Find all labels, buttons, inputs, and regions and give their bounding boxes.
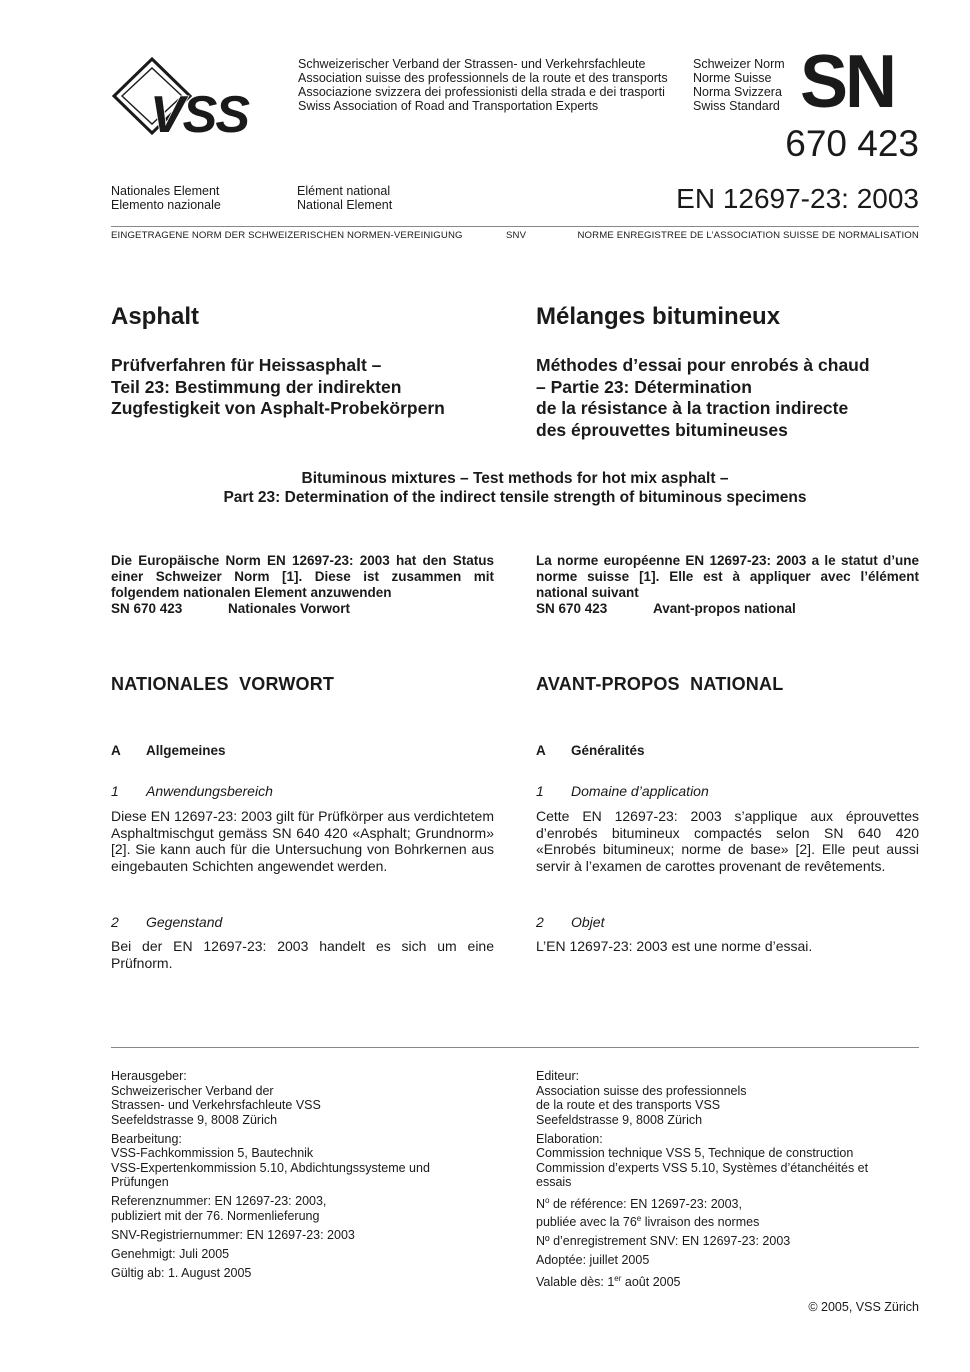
approved-date: Genehmigt: Juli 2005 [111, 1246, 230, 1261]
footer-line: Association suisse des professionnels [536, 1083, 747, 1098]
std-line: Norme Suisse [693, 71, 772, 85]
status-ref [111, 601, 494, 617]
status-ref-label: Avant-propos national [653, 601, 796, 616]
publisher-block [536, 1069, 919, 1127]
sn-mark: SN [800, 40, 895, 124]
subtitle-line: Méthodes d’essai pour enrobés à chaud [536, 355, 870, 375]
snv-number: SNV-Registriernummer: EN 12697-23: 2003 [111, 1227, 355, 1242]
subsection-number: 2 [111, 914, 119, 930]
footer-line: Elaboration: [536, 1131, 603, 1146]
footer-line: Referenznummer: EN 12697-23: 2003, [111, 1194, 327, 1208]
standard-type [693, 57, 785, 113]
std-line: Swiss Standard [693, 99, 780, 113]
footer-line: Commission d’experts VSS 5.10, Systèmes d’étanchéités et [536, 1160, 869, 1175]
footer-line: Editeur: [536, 1069, 580, 1083]
status-de [111, 553, 494, 617]
vss-logo [110, 56, 290, 140]
element-label: Nationales Element [111, 184, 220, 198]
status-text: La norme européenne EN 12697-23: 2003 a le statut d’une norme suisse [1]. Elle est à appliquer avec l’élément national suivant [536, 553, 919, 600]
snv-number: Nº d’enregistrement SNV: EN 12697-23: 2003 [536, 1233, 791, 1248]
footer-superscript: o [545, 1196, 550, 1205]
subsection-label: Domaine d’application [571, 783, 709, 799]
subtitle-line: des éprouvettes bitumineuses [536, 419, 788, 440]
section-1-fr [536, 783, 709, 799]
title-en-line: Part 23: Determination of the indirect tensile strength of bituminous specimens [223, 488, 807, 506]
footer-superscript: e [636, 1213, 642, 1223]
reference-block [111, 1194, 511, 1223]
footer-line: essais [536, 1175, 572, 1189]
footer-line: Strassen- und Verkehrsfachleute VSS [111, 1098, 321, 1112]
org-line: Swiss Association of Road and Transportation Experts [298, 99, 599, 113]
footer-text: Valable dès: 1 [536, 1274, 615, 1289]
footer-divider [111, 1047, 919, 1048]
footer-line: VSS-Expertenkommission 5.10, Abdichtungssysteme und [111, 1160, 430, 1175]
vss-logo-text: VSS [150, 86, 249, 140]
footer-line: Bearbeitung: [111, 1131, 182, 1146]
footer-text: de référence: EN 12697-23: 2003, [549, 1197, 742, 1212]
subsection-number: 2 [536, 914, 544, 930]
registry-right: NORME ENREGISTREE DE L’ASSOCIATION SUISSE DE NORMALISATION [577, 230, 919, 241]
section-number: A [111, 743, 121, 758]
subsection-number: 1 [111, 783, 119, 799]
subsection-number: 1 [536, 783, 544, 799]
footer-line: Commission technique VSS 5, Technique de construction [536, 1146, 854, 1160]
foreword-heading-fr: AVANT-PROPOS NATIONAL [536, 674, 784, 694]
footer-line: de la route et des transports VSS [536, 1098, 721, 1112]
header-divider [111, 226, 919, 227]
section-1-text-de: Diese EN 12697-23: 2003 gilt für Prüfkörper aus verdichtetem Asphaltmischgut gemäss SN 640 420 «Asphalt; Grundnorm» [2]. Sie kann auch für die Untersuchung von Bohrkernen aus eingebauten Schichten angewendet werden. [111, 808, 494, 874]
valid-date: Gültig ab: 1. August 2005 [111, 1265, 252, 1280]
copyright: © 2005, VSS Zürich [808, 1300, 919, 1314]
organization-names [298, 57, 668, 113]
footer-line: Seefeldstrasse 9, 8008 Zürich [536, 1112, 703, 1127]
element-left [111, 184, 221, 212]
subsection-label: Objet [571, 914, 605, 930]
org-line: Schweizerischer Verband der Strassen- und Verkehrsfachleute [298, 57, 646, 71]
footer-text: N [536, 1197, 546, 1212]
std-line: Schweizer Norm [693, 57, 785, 71]
footer-line: publiziert mit der 76. Normenlieferung [111, 1208, 320, 1223]
section-1-de [111, 783, 273, 799]
element-label: National Element [297, 198, 393, 212]
org-line: Association suisse des professionnels de la route et des transports [298, 71, 668, 85]
footer-superscript: er [614, 1273, 622, 1283]
subsection-label: Gegenstand [146, 914, 223, 930]
title-en [111, 470, 919, 507]
section-label: Allgemeines [146, 743, 226, 758]
registry-mid: SNV [506, 230, 527, 241]
editing-block [111, 1132, 511, 1190]
footer-line: Schweizerischer Verband der [111, 1083, 274, 1098]
foreword-heading-de: NATIONALES VORWORT [111, 674, 335, 694]
footer-fr [536, 1069, 919, 1294]
subtitle-line: Zugfestigkeit von Asphalt-Probekörpern [111, 398, 445, 418]
subtitle-fr [536, 355, 936, 441]
title-en-line: Bituminous mixtures – Test methods for hot mix asphalt – [301, 470, 729, 487]
status-ref-number: SN 670 423 [536, 601, 608, 616]
valid-date [536, 1272, 919, 1290]
section-1-text-fr: Cette EN 12697-23: 2003 s’applique aux éprouvettes d’enrobés bitumineux compactés selon SN 640 420 «Enrobés bitumineux; norme de base» [2]. Elle peut aussi servir à l’examen de carottes provenant de revêtements. [536, 808, 919, 874]
subtitle-de [111, 355, 511, 420]
footer-line: VSS-Fachkommission 5, Bautechnik [111, 1146, 314, 1160]
footer-text: publiée avec la 76 [536, 1214, 637, 1229]
element-label: Elément national [297, 184, 391, 198]
publisher-block [111, 1069, 511, 1127]
section-a-de [111, 743, 226, 758]
sn-number: 670 423 [785, 123, 919, 164]
subtitle-line: Teil 23: Bestimmung der indirekten [111, 376, 402, 397]
footer-text: livraison des normes [641, 1214, 760, 1229]
section-number: A [536, 743, 546, 758]
subsection-label: Anwendungsbereich [146, 783, 273, 799]
status-fr [536, 553, 919, 617]
status-ref-number: SN 670 423 [111, 601, 183, 616]
section-2-de [111, 914, 222, 930]
title-de: Asphalt [111, 303, 200, 330]
status-ref-label: Nationales Vorwort [228, 601, 351, 616]
footer-line: Herausgeber: [111, 1069, 187, 1083]
org-line: Associazione svizzera dei professionisti della strada e dei trasporti [298, 85, 665, 99]
section-a-fr [536, 743, 645, 758]
footer-line: Seefeldstrasse 9, 8008 Zürich [111, 1112, 278, 1127]
std-line: Norma Svizzera [693, 85, 782, 99]
title-fr: Mélanges bitumineux [536, 303, 781, 330]
subtitle-line: – Partie 23: Détermination [536, 376, 752, 397]
editing-block [536, 1132, 919, 1190]
subtitle-line: de la résistance à la traction indirecte [536, 398, 849, 418]
status-ref [536, 601, 919, 617]
section-2-text-de: Bei der EN 12697-23: 2003 handelt es sich um eine Prüfnorm. [111, 938, 494, 971]
reference-block [536, 1194, 919, 1229]
section-label: Généralités [571, 743, 645, 758]
registry-left: EINGETRAGENE NORM DER SCHWEIZERISCHEN NORMEN-VEREINIGUNG [111, 230, 463, 241]
element-right [297, 184, 392, 212]
section-2-text-fr: L’EN 12697-23: 2003 est une norme d’essai. [536, 938, 813, 954]
footer-text: août 2005 [621, 1274, 681, 1289]
section-2-fr [536, 914, 604, 930]
subtitle-line: Prüfverfahren für Heissasphalt – [111, 355, 382, 375]
status-text: Die Europäische Norm EN 12697-23: 2003 hat den Status einer Schweizer Norm [1]. Diese ist zusammen mit folgendem nationalen Element anzuwenden [111, 553, 494, 600]
element-label: Elemento nazionale [111, 198, 221, 212]
approved-date: Adoptée: juillet 2005 [536, 1252, 650, 1267]
en-number: EN 12697-23: 2003 [676, 183, 919, 214]
footer-line: Prüfungen [111, 1175, 169, 1189]
footer-de [111, 1069, 511, 1285]
